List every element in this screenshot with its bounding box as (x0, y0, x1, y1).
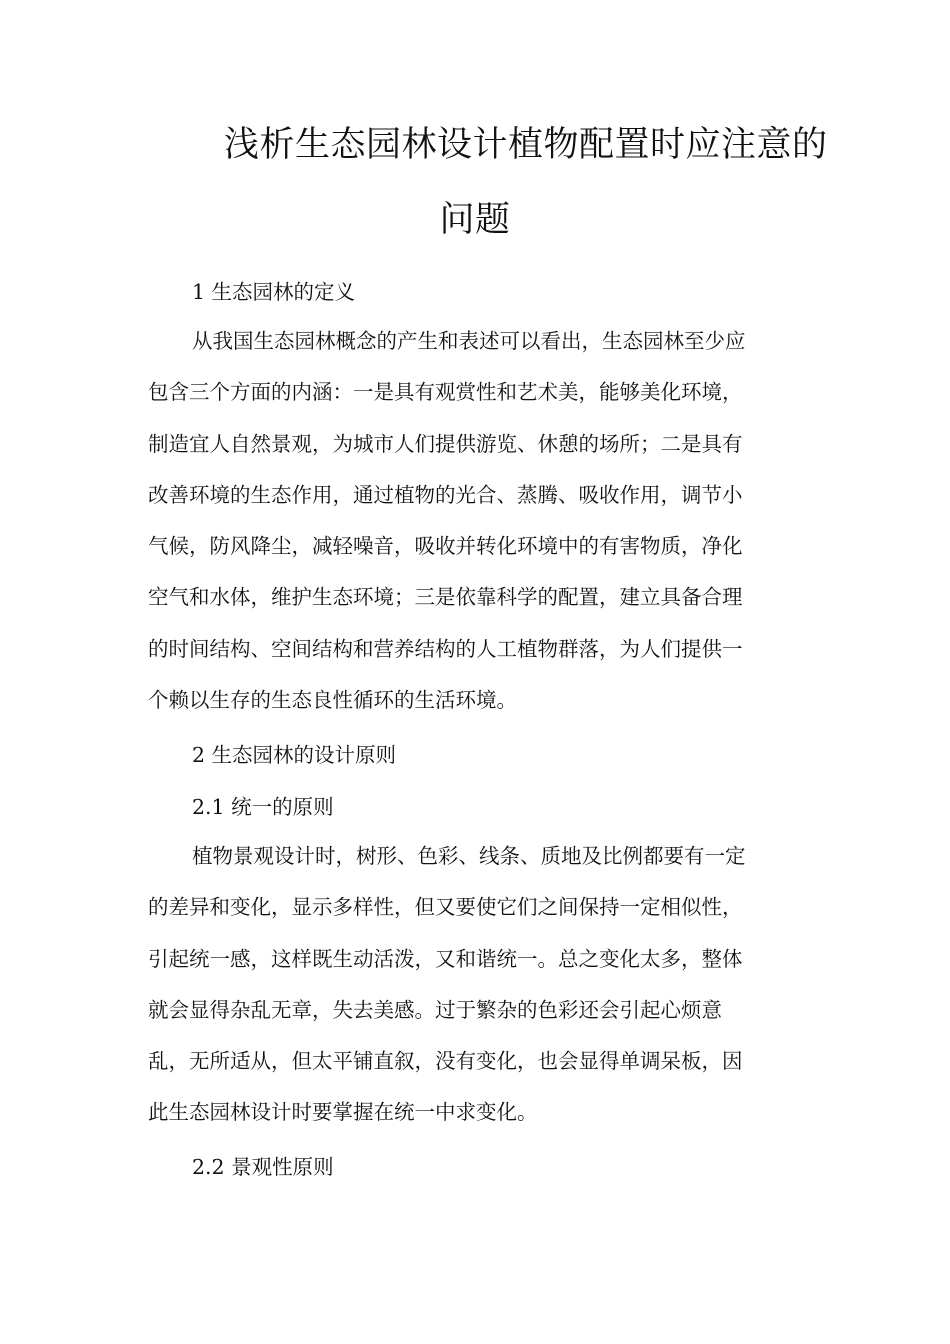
paragraph-line: 此生态园林设计时要掌握在统一中求变化。 (148, 1100, 538, 1125)
paragraph-line: 乱，无所适从，但太平铺直叙，没有变化，也会显得单调呆板，因 (148, 1049, 743, 1074)
section-2-1-paragraph (148, 831, 802, 1139)
paragraph-line: 引起统一感，这样既生动活泼，又和谐统一。总之变化太多，整体 (148, 946, 743, 971)
document-title-line-2: 问题 (439, 200, 511, 240)
section-1-paragraph (148, 316, 802, 726)
paragraph-line: 的时间结构、空间结构和营养结构的人工植物群落，为人们提供一 (148, 636, 743, 661)
paragraph-line: 空气和水体，维护生态环境；三是依靠科学的配置，建立具备合理 (148, 585, 743, 610)
section-2-heading: 2 生态园林的设计原则 (192, 743, 397, 767)
document-title-line-1: 浅析生态园林设计植物配置时应注意的 (224, 125, 828, 165)
paragraph-line: 气候，防风降尘，减轻噪音，吸收并转化环境中的有害物质，净化 (148, 534, 743, 559)
paragraph-line: 个赖以生存的生态良性循环的生活环境。 (148, 688, 517, 713)
paragraph-line: 就会显得杂乱无章，失去美感。过于繁杂的色彩还会引起心烦意 (148, 997, 722, 1022)
paragraph-line: 制造宜人自然景观，为城市人们提供游览、休憩的场所；二是具有 (148, 431, 743, 456)
paragraph-line: 改善环境的生态作用，通过植物的光合、蒸腾、吸收作用，调节小 (148, 482, 743, 507)
section-2-2-heading: 2.2 景观性原则 (192, 1155, 334, 1179)
paragraph-line: 的差异和变化，显示多样性，但又要使它们之间保持一定相似性， (148, 895, 743, 920)
paragraph-line: 包含三个方面的内涵：一是具有观赏性和艺术美，能够美化环境， (148, 380, 743, 405)
paragraph-line: 从我国生态园林概念的产生和表述可以看出，生态园林至少应 (192, 329, 746, 353)
section-1-heading: 1 生态园林的定义 (192, 280, 356, 304)
paragraph-line: 植物景观设计时，树形、色彩、线条、质地及比例都要有一定 (192, 844, 746, 868)
section-2-1-heading: 2.1 统一的原则 (192, 795, 334, 819)
